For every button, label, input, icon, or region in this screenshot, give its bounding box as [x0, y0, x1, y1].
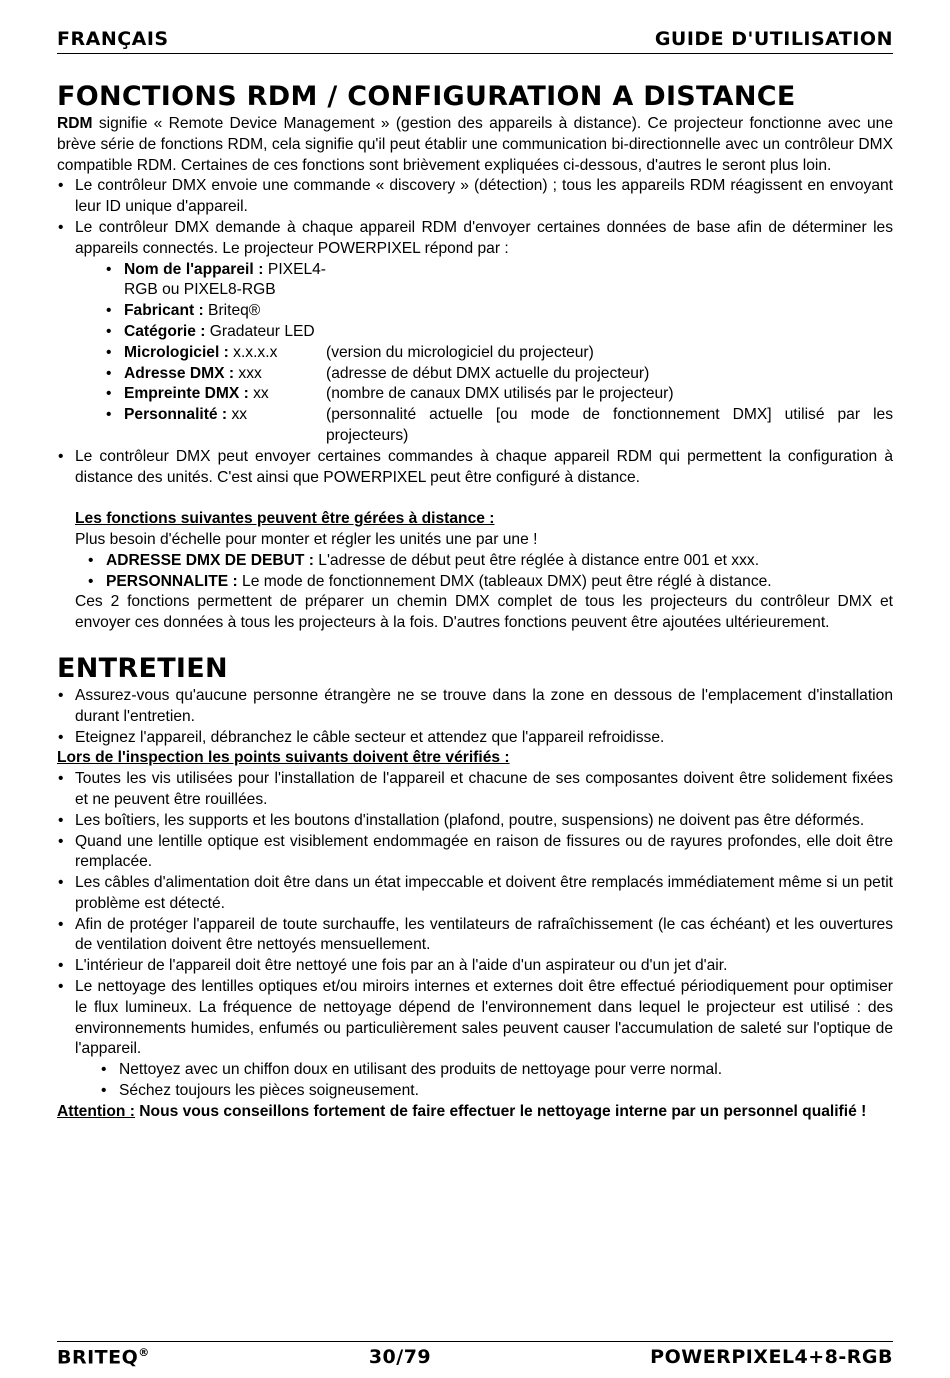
spec-label: Nom de l'appareil : [124, 260, 264, 278]
footer-model: POWERPIXEL4+8-RGB [650, 1346, 893, 1368]
spec-desc: (nombre de canaux DMX utilisés par le projecteur) [326, 385, 674, 403]
header-language: FRANÇAIS [57, 28, 169, 50]
rdm-bullet-text: Le contrôleur DMX demande à chaque appareil RDM d'envoyer certaines données de base afin de déterminer les appareils connectés. Le projecteur POWERPIXEL répond par : [75, 218, 893, 257]
spec-item [106, 322, 893, 343]
list-item [57, 218, 893, 447]
remote-functions-outro: Ces 2 fonctions permettent de préparer un chemin DMX complet de tous les projecteurs du contrôleur DMX et envoyer ces données à tous les projecteurs à la fois. D'autres fonctions peuvent être ajoutées ultérieurement. [75, 593, 893, 632]
page-footer [57, 1341, 893, 1368]
maintenance-section-title: ENTRETIEN [57, 652, 228, 684]
spec-item [106, 260, 893, 302]
list-item: • Séchez toujours les pièces soigneusement. [101, 1081, 893, 1102]
list-item: • Quand une lentille optique est visiblement endommagée en raison de fissures ou de rayures profondes, elle doit être remplacée. [57, 832, 893, 874]
spec-value: Briteq® [203, 302, 261, 320]
spec-value: PIXEL4-RGB ou PIXEL8-RGB [124, 260, 327, 299]
attention-text: Nous vous conseillons fortement de faire effectuer le nettoyage interne par un personnel qualifié ! [134, 1102, 867, 1120]
spec-desc: (personnalité actuelle [ou mode de fonctionnement DMX] utilisé par les projecteurs) [326, 406, 893, 444]
spec-desc: (version du micrologiciel du projecteur) [326, 343, 594, 361]
spec-desc: (adresse de début DMX actuelle du projecteur) [326, 364, 650, 382]
spec-desc [326, 301, 893, 322]
rdm-section-title: FONCTIONS RDM / CONFIGURATION A DISTANCE [57, 81, 796, 112]
rdm-spec-list [106, 260, 893, 447]
spec-value: xx [227, 406, 248, 424]
list-item: • Le contrôleur DMX peut envoyer certaines commandes à chaque appareil RDM qui permettent la configuration à distance des unités. C'est ainsi que POWERPIXEL peut être configuré à distance. [57, 447, 893, 489]
inspection-heading: Lors de l'inspection les points suivants doivent être vérifiés : [57, 749, 510, 767]
attention-note [57, 1102, 893, 1123]
spec-label: Fabricant : [124, 302, 204, 320]
footer-brand-text: BRITEQ [57, 1346, 139, 1369]
inspection-list [57, 769, 893, 1060]
list-item: • L'intérieur de l'appareil doit être nettoyé une fois par an à l'aide d'un aspirateur ou d'un jet d'air. [57, 956, 893, 977]
spec-value: xxx [234, 364, 262, 382]
spec-item [106, 384, 893, 405]
page-header [57, 20, 893, 54]
maintenance-pre-list [57, 686, 893, 748]
spec-label: Empreinte DMX : [124, 385, 249, 403]
list-item: • Nettoyez avec un chiffon doux en utilisant des produits de nettoyage pour verre normal. [101, 1060, 893, 1081]
list-item: • Eteignez l'appareil, débranchez le câble secteur et attendez que l'appareil refroidisse. [57, 728, 893, 749]
remote-functions-block [57, 509, 893, 551]
footer-brand [57, 1346, 150, 1368]
spec-value: Gradateur LED [205, 322, 315, 340]
spec-desc [326, 322, 893, 343]
remote-functions-intro: Plus besoin d'échelle pour monter et régler les unités une par une ! [75, 530, 538, 548]
list-item: • Le contrôleur DMX envoie une commande « discovery » (détection) ; tous les appareils RDM réagissent en envoyant leur ID unique d'appareil. [57, 176, 893, 218]
spec-desc [326, 260, 893, 302]
list-item: • Toutes les vis utilisées pour l'installation de l'appareil et chacune de ses composantes doivent être solidement fixées et ne peuvent être rouillées. [57, 769, 893, 811]
spec-label: Micrologiciel : [124, 343, 229, 361]
rdm-bullet-list [57, 176, 893, 488]
page-number: 30/79 [368, 1346, 432, 1368]
remote-item-label: ADRESSE DMX DE DEBUT : [106, 551, 314, 569]
remote-functions-heading: Les fonctions suivantes peuvent être gérées à distance : [75, 510, 495, 528]
attention-label: Attention : [57, 1102, 135, 1120]
list-item: • Afin de protéger l'appareil de toute surchauffe, les ventilateurs de rafraîchissement (le cas échéant) et les ouvertures de ventilation doivent être nettoyés mensuellement. [57, 915, 893, 957]
remote-function-list [88, 551, 893, 593]
list-item: • Les câbles d'alimentation doit être dans un état impeccable et doivent être remplacés immédiatement même si un petit problème est détecté. [57, 873, 893, 915]
spec-label: Adresse DMX : [124, 364, 235, 382]
cleaning-sub-list [101, 1060, 893, 1102]
spec-item [106, 301, 893, 322]
list-item [88, 551, 893, 572]
header-guide-title: GUIDE D'UTILISATION [654, 28, 893, 50]
rdm-intro-bold: RDM [57, 115, 93, 132]
list-item: • Le nettoyage des lentilles optiques et/ou miroirs internes et externes doit être effectué périodiquement pour optimiser le flux lumineux. La fréquence de nettoyage dépend de l'environnement dans lequel le projecteur est utilisé : des environnements humides, enfumés ou particulièrement sales peuvent causer l'accumulation de saleté sur l'optique de l'appareil. [57, 977, 893, 1060]
spec-label: Personnalité : [124, 406, 228, 424]
list-item [88, 572, 893, 593]
remote-item-label: PERSONNALITE : [106, 572, 238, 590]
rdm-intro [57, 114, 893, 176]
spec-item [106, 364, 893, 385]
list-item: • Assurez-vous qu'aucune personne étrangère ne se trouve dans la zone en dessous de l'emplacement d'installation durant l'entretien. [57, 686, 893, 728]
spec-item [106, 405, 893, 447]
remote-item-text: Le mode de fonctionnement DMX (tableaux DMX) peut être réglé à distance. [237, 572, 772, 590]
registered-mark: ® [138, 1346, 150, 1359]
page-content [57, 80, 893, 1123]
remote-item-text: L'adresse de début peut être réglée à distance entre 001 et xxx. [313, 551, 760, 569]
spec-value: xx [248, 385, 269, 403]
spec-value: x.x.x.x [228, 343, 278, 361]
rdm-intro-text: signifie « Remote Device Management » (gestion des appareils à distance). Ce projecteur fonctionne avec une brève série de fonctions RDM, cela signifie qu'il peut établir une communication bi-directionnelle avec un contrôleur DMX compatible RDM. Certaines de ces fonctions sont brièvement expliquées ci-dessous, d'autres le seront plus loin. [57, 115, 893, 174]
spec-label: Catégorie : [124, 322, 206, 340]
list-item: • Les boîtiers, les supports et les boutons d'installation (plafond, poutre, suspensions) ne doivent pas être déformés. [57, 811, 893, 832]
spec-item [106, 343, 893, 364]
